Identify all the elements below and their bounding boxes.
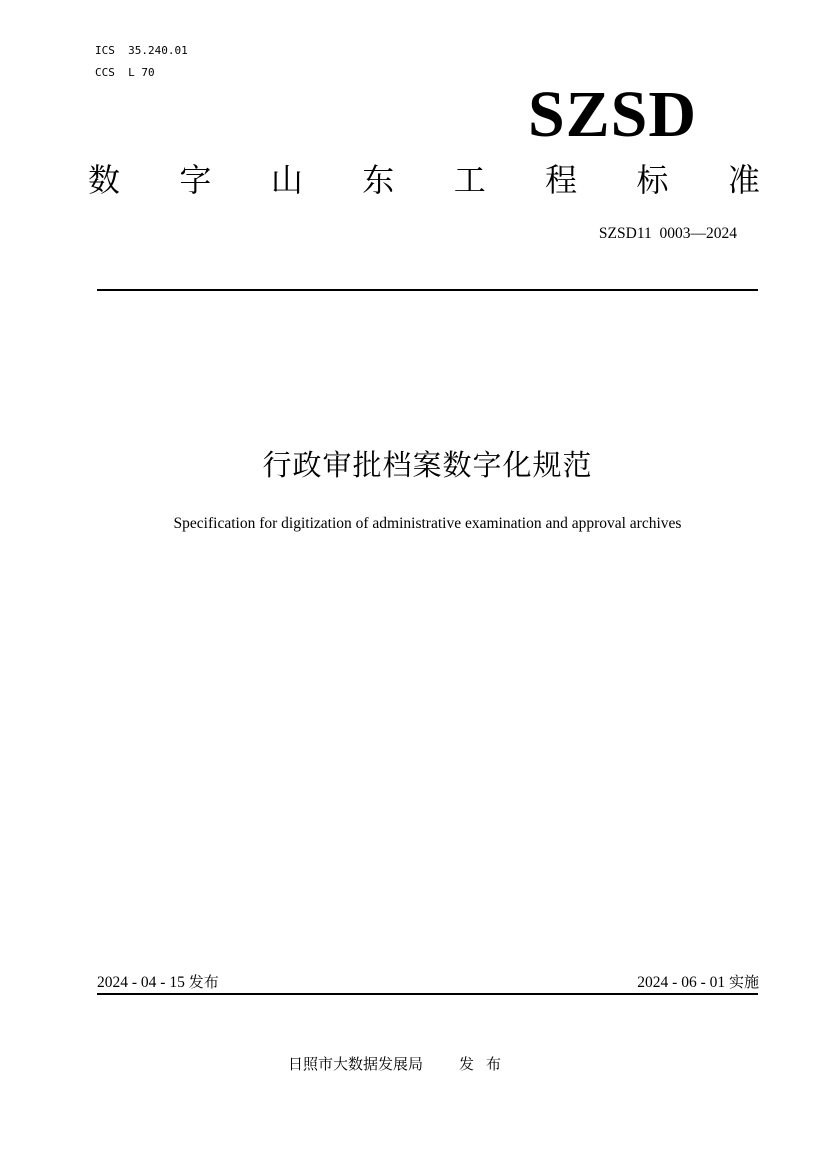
standard-type-char: 标 bbox=[636, 161, 669, 199]
ccs-code: CCS L 70 bbox=[95, 66, 155, 79]
standard-type-heading bbox=[88, 150, 760, 206]
issue-date: 2024 - 04 - 15 bbox=[97, 974, 189, 991]
standard-logo: SZSD bbox=[527, 78, 698, 151]
standard-type-char: 程 bbox=[545, 161, 578, 199]
standard-type-char: 字 bbox=[179, 161, 212, 199]
bottom-divider bbox=[97, 993, 758, 995]
standard-type-char: 东 bbox=[362, 161, 395, 199]
implementation-label: 实施 bbox=[728, 973, 759, 991]
issue-label: 发布 bbox=[188, 973, 219, 991]
standard-type-char: 数 bbox=[88, 161, 121, 199]
classification-codes bbox=[95, 40, 188, 84]
standard-type-char: 山 bbox=[270, 161, 303, 199]
implementation-date-line bbox=[637, 971, 759, 994]
issue-date-line bbox=[97, 971, 219, 994]
publisher-action: 发布 bbox=[459, 1055, 514, 1073]
document-title-chinese: 行政审批档案数字化规范 bbox=[262, 448, 593, 482]
ics-code: ICS 35.240.01 bbox=[95, 44, 188, 57]
standard-number: SZSD11 0003—2024 bbox=[598, 225, 737, 242]
top-divider bbox=[97, 289, 758, 291]
publisher-name: 日照市大数据发展局 bbox=[288, 1055, 424, 1073]
implementation-date: 2024 - 06 - 01 bbox=[637, 974, 729, 991]
document-title-english: Specification for digitization of administrative examination and approval archives bbox=[173, 515, 682, 532]
standard-type-char: 工 bbox=[453, 161, 486, 199]
standard-type-char: 准 bbox=[727, 161, 760, 199]
publisher-line bbox=[288, 1053, 513, 1075]
